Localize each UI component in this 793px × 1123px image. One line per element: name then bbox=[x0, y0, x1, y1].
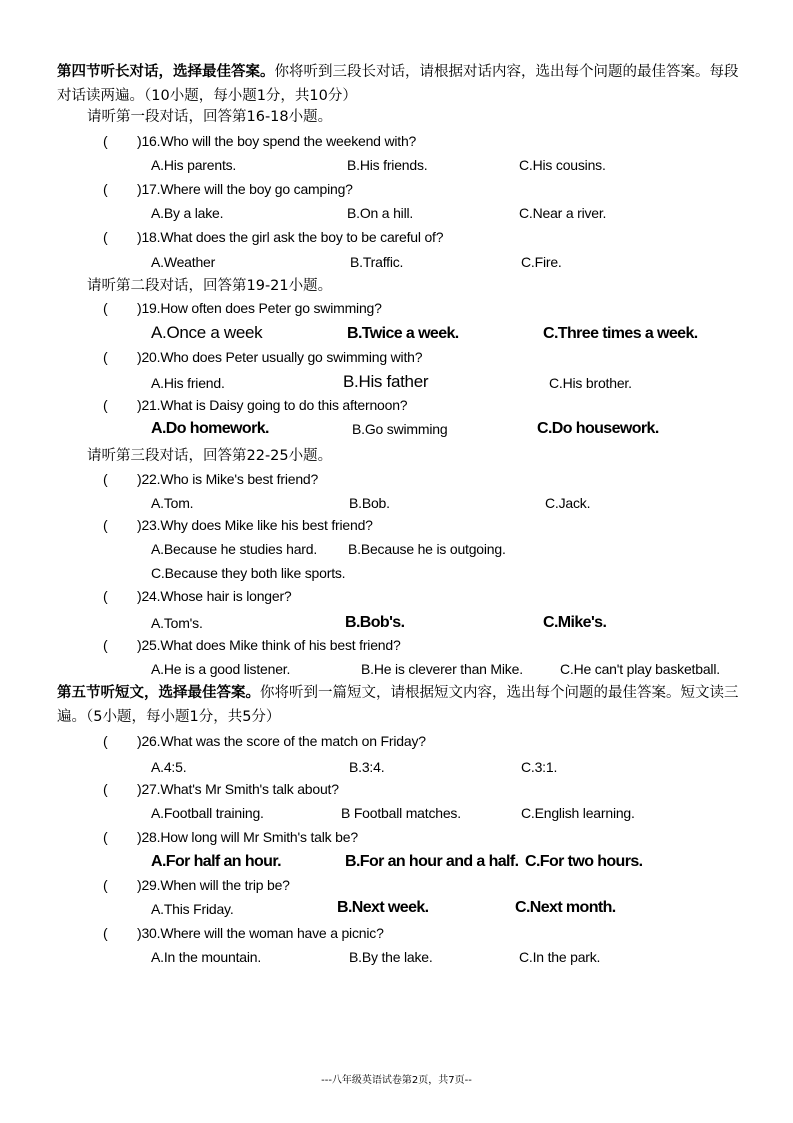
q27-option-c: C.English learning. bbox=[521, 805, 635, 821]
question-30: )30.Where will the woman have a picnic? bbox=[137, 925, 384, 941]
dialog3-instruction: 请听第三段对话，回答第22-25小题。 bbox=[87, 448, 333, 464]
question-17: )17.Where will the boy go camping? bbox=[137, 181, 353, 197]
answer-paren: ( bbox=[103, 877, 108, 893]
q18-option-c: C.Fire. bbox=[521, 254, 562, 270]
q22-option-c: C.Jack. bbox=[545, 495, 591, 511]
q28-option-c: C.For two hours. bbox=[525, 853, 643, 870]
answer-paren: ( bbox=[103, 397, 108, 413]
question-25: )25.What does Mike think of his best friend? bbox=[137, 637, 401, 653]
q19-option-b: B.Twice a week. bbox=[347, 325, 459, 342]
answer-paren: ( bbox=[103, 471, 108, 487]
dialog2-instruction: 请听第二段对话，回答第19-21小题。 bbox=[87, 278, 333, 294]
q25-option-c: C.He can't play basketball. bbox=[560, 661, 720, 677]
question-28: )28.How long will Mr Smith's talk be? bbox=[137, 829, 358, 845]
q17-option-b: B.On a hill. bbox=[347, 205, 414, 221]
q29-option-b: B.Next week. bbox=[337, 899, 429, 916]
q24-option-c: C.Mike's. bbox=[543, 614, 607, 631]
q16-option-a: A.His parents. bbox=[151, 157, 237, 173]
q19-option-c: C.Three times a week. bbox=[543, 325, 698, 342]
answer-paren: ( bbox=[103, 637, 108, 653]
q30-option-a: A.In the mountain. bbox=[151, 949, 262, 965]
q25-option-a: A.He is a good listener. bbox=[151, 661, 291, 677]
q22-option-a: A.Tom. bbox=[151, 495, 194, 511]
q22-option-b: B.Bob. bbox=[349, 495, 390, 511]
q23-option-b: B.Because he is outgoing. bbox=[348, 541, 506, 557]
q17-option-a: A.By a lake. bbox=[151, 205, 224, 221]
question-18: )18.What does the girl ask the boy to be careful of? bbox=[137, 229, 444, 245]
answer-paren: ( bbox=[103, 925, 108, 941]
q23-option-a: A.Because he studies hard. bbox=[151, 541, 318, 557]
q28-option-a: A.For half an hour. bbox=[151, 853, 281, 870]
q17-option-c: C.Near a river. bbox=[519, 205, 607, 221]
answer-paren: ( bbox=[103, 300, 108, 316]
q19-option-a: A.Once a week bbox=[151, 323, 263, 342]
question-16: )16.Who will the boy spend the weekend with? bbox=[137, 133, 417, 149]
q27-option-a: A.Football training. bbox=[151, 805, 264, 821]
dialog1-instruction: 请听第一段对话，回答第16-18小题。 bbox=[87, 109, 333, 125]
q20-option-c: C.His brother. bbox=[549, 375, 632, 391]
question-24: )24.Whose hair is longer? bbox=[137, 588, 292, 604]
answer-paren: ( bbox=[103, 829, 108, 845]
q26-option-b: B.3:4. bbox=[349, 759, 385, 775]
q28-option-b: B.For an hour and a half. bbox=[345, 853, 519, 870]
answer-paren: ( bbox=[103, 349, 108, 365]
q20-option-a: A.His friend. bbox=[151, 375, 225, 391]
q30-option-c: C.In the park. bbox=[519, 949, 601, 965]
q21-option-a: A.Do homework. bbox=[151, 420, 269, 437]
question-23: )23.Why does Mike like his best friend? bbox=[137, 517, 373, 533]
section5-title: 第五节听短文，选择最佳答案。 bbox=[57, 685, 260, 701]
q20-option-b: B.His father bbox=[343, 372, 429, 391]
section5-heading bbox=[57, 681, 747, 729]
q30-option-b: B.By the lake. bbox=[349, 949, 433, 965]
question-21: )21.What is Daisy going to do this afternoon? bbox=[137, 397, 408, 413]
section4-desc: 你将听到三段长对话，请根据对话内容，选出每个问题的最佳答案。每段对话读两遍。（10小题，每小题1分，共10分） bbox=[57, 64, 739, 104]
question-27: )27.What's Mr Smith's talk about? bbox=[137, 781, 339, 797]
section4-heading bbox=[57, 60, 747, 108]
question-26: )26.What was the score of the match on Friday? bbox=[137, 733, 426, 749]
answer-paren: ( bbox=[103, 181, 108, 197]
q27-option-b: B Football matches. bbox=[341, 805, 461, 821]
q26-option-c: C.3:1. bbox=[521, 759, 558, 775]
q24-option-b: B.Bob's. bbox=[345, 614, 405, 631]
q29-option-c: C.Next month. bbox=[515, 899, 616, 916]
answer-paren: ( bbox=[103, 517, 108, 533]
section5-desc: 你将听到一篇短文，请根据短文内容，选出每个问题的最佳答案。短文读三遍。（5小题，每小题1分，共5分） bbox=[57, 685, 739, 725]
q18-option-a: A.Weather bbox=[151, 254, 216, 270]
q21-option-b: B.Go swimming bbox=[352, 421, 448, 437]
q16-option-b: B.His friends. bbox=[347, 157, 428, 173]
question-20: )20.Who does Peter usually go swimming with? bbox=[137, 349, 423, 365]
question-22: )22.Who is Mike's best friend? bbox=[137, 471, 319, 487]
q18-option-b: B.Traffic. bbox=[350, 254, 404, 270]
answer-paren: ( bbox=[103, 588, 108, 604]
section4-title: 第四节听长对话，选择最佳答案。 bbox=[57, 64, 275, 80]
q29-option-a: A.This Friday. bbox=[151, 901, 234, 917]
page-footer: ---八年级英语试卷第2页，共7页-- bbox=[321, 1075, 472, 1086]
question-29: )29.When will the trip be? bbox=[137, 877, 290, 893]
q21-option-c: C.Do housework. bbox=[537, 420, 659, 437]
q16-option-c: C.His cousins. bbox=[519, 157, 606, 173]
q24-option-a: A.Tom's. bbox=[151, 615, 203, 631]
answer-paren: ( bbox=[103, 133, 108, 149]
answer-paren: ( bbox=[103, 229, 108, 245]
answer-paren: ( bbox=[103, 781, 108, 797]
question-19: )19.How often does Peter go swimming? bbox=[137, 300, 382, 316]
q25-option-b: B.He is cleverer than Mike. bbox=[361, 661, 523, 677]
q26-option-a: A.4:5. bbox=[151, 759, 187, 775]
answer-paren: ( bbox=[103, 733, 108, 749]
q23-option-c: C.Because they both like sports. bbox=[151, 565, 346, 581]
